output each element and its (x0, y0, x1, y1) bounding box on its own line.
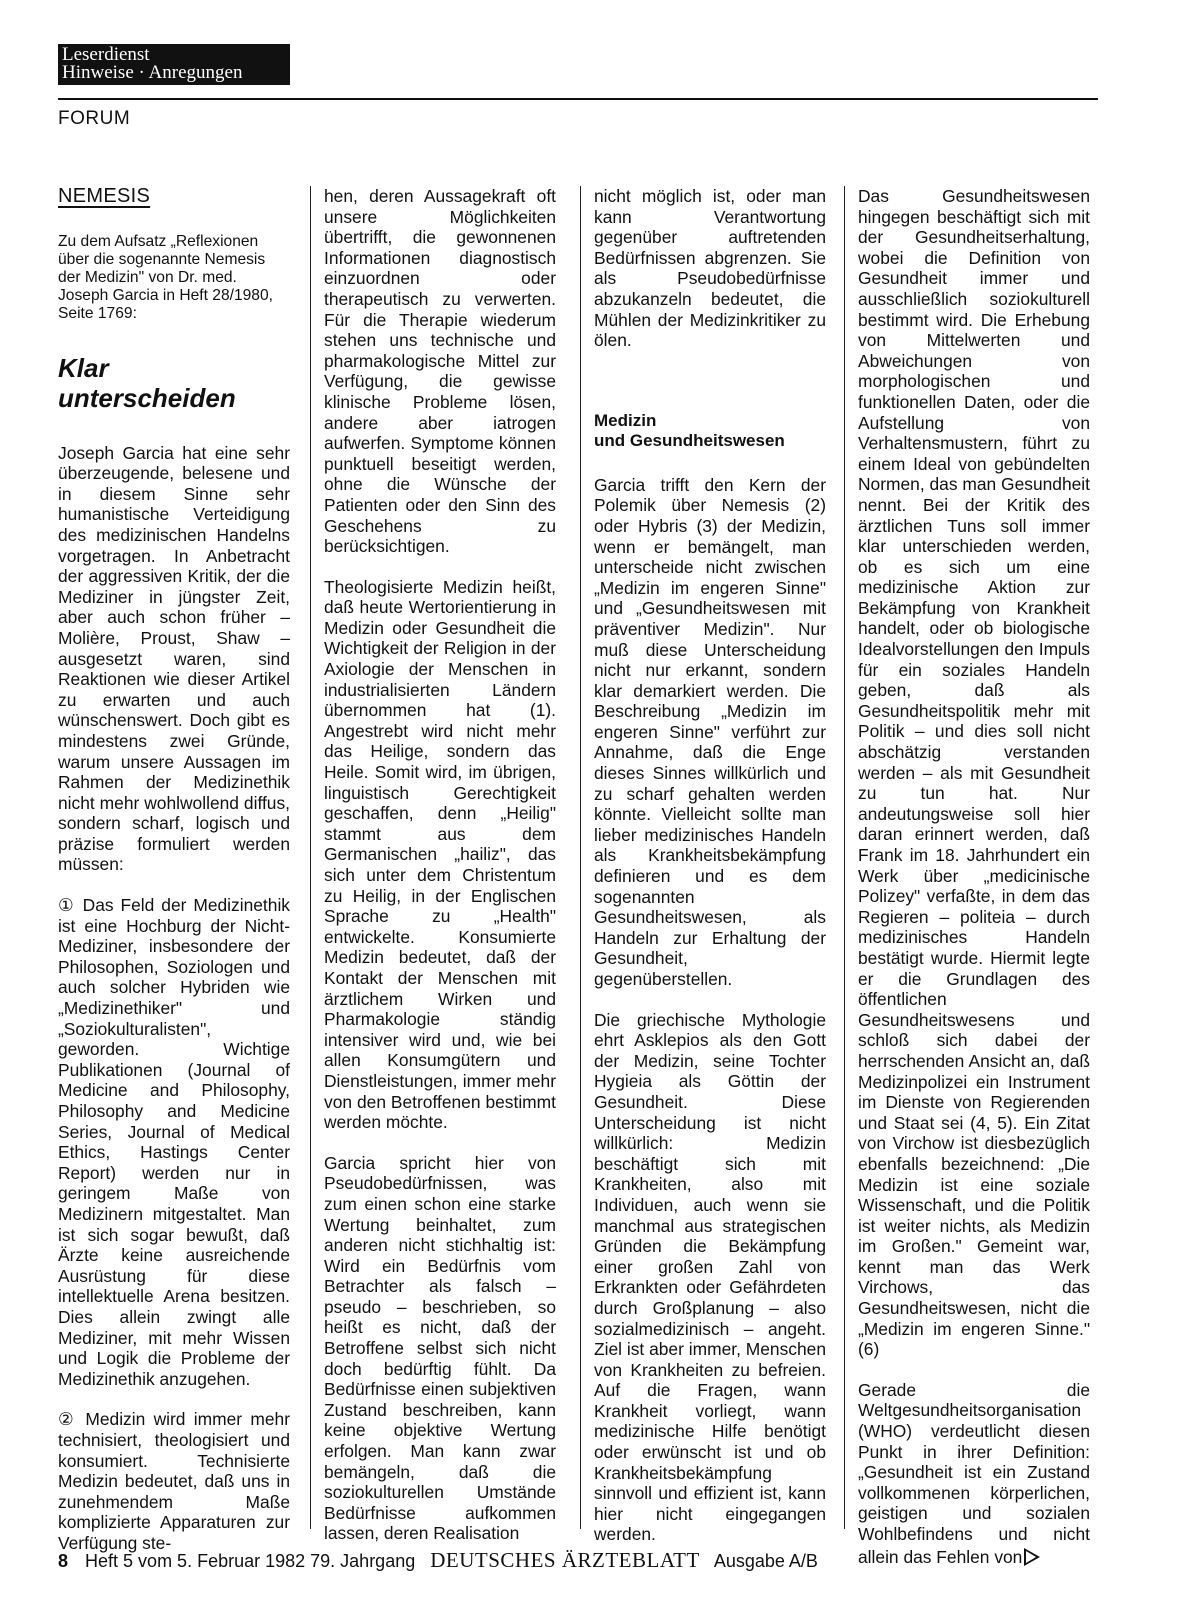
column-1 (58, 186, 290, 1573)
paragraph-text: Gerade die Weltgesundheitsorganisation (WHO) verdeutlicht diesen Punkt in ihrer Definition: „Gesundheit ist ein Zustand vollkommenen körperlichen, geistigen und sozialen Wohlbefindens und nicht allein das Fehlen von (858, 1379, 1090, 1567)
kicker: NEMESIS (58, 185, 151, 207)
column-2 (324, 186, 556, 1564)
intro-note: Zu dem Aufsatz „Reflexionen über die sogenannte Nemesis der Medizin" von Dr. med. Joseph Garcia in Heft 28/1980, Seite 1769: (58, 232, 273, 322)
spacer (594, 371, 826, 411)
subheading-line1: Medizin (594, 410, 657, 430)
paragraph: nicht möglich ist, oder man kann Verantwortung gegenüber auftretenden Bedürfnissen abgrenzen. Sie als Pseudobedürfnisse abzukanzeln bedeutet, die Mühlen der Medizinkritiker zu ölen. (594, 186, 826, 351)
subheading (594, 411, 826, 451)
column-3 (594, 186, 826, 1565)
paragraph: Joseph Garcia hat eine sehr überzeugende, belesene und in diesem Sinne sehr humanistische Verteidigung des medizinischen Handelns vorgetragen. In Anbetracht der aggressiven Kritik, der die Mediziner in jüngster Zeit, aber auch schon früher – Molière, Proust, Shaw – ausgesetzt waren, sind Reaktionen wie dieser Artikel zu erwarten und auch wünschenswert. Doch gibt es mindestens zwei Gründe, warum unsere Aussagen im Rahmen der Medizinethik nicht mehr wohlwollend diffus, sondern scharf, logisch und präzise formuliert werden müssen: (58, 442, 290, 875)
article-headline: Klar unterscheiden (58, 352, 236, 413)
column-4 (858, 186, 1090, 1587)
paragraph: Die griechische Mythologie ehrt Asklepios als den Gott der Medizin, seine Tochter Hygieia als Göttin der Gesundheit. Diese Unterscheidung ist nicht willkürlich: Medizin beschäftigt sich mit Krankheiten, also mit Individuen, auch wenn sie manchmal aus strategischen Gründen die Bekämpfung einer großen Zahl von Erkrankten oder Gefährdeten durch Großplanung – also sozialmedizinisch – angeht. Ziel ist aber immer, Menschen von Krankheiten zu befreien. Auf die Fragen, wann Krankheit vorliegt, wann medizinische Hilfe benötigt oder erwünscht ist und ob Krankheitsbekämpfung sinnvoll und effizient ist, kann hier nicht eingegangen werden. (594, 1009, 826, 1545)
header-rule (58, 98, 1098, 100)
column-rule (844, 186, 845, 1529)
column-rule (580, 186, 581, 1529)
masthead-line1: Leserdienst (62, 44, 150, 65)
section-label: FORUM (58, 108, 131, 129)
masthead-line2: Hinweise · Anregungen (62, 62, 243, 83)
paragraph: Garcia trifft den Kern der Polemik über Nemesis (2) oder Hybris (3) der Medizin, wenn er bemängelt, man unterscheide nicht zwischen „Medizin im engeren Sinne" und „Gesundheitswesen mit präventiver Medizin". Nur muß diese Unterscheidung nicht nur erkannt, sondern klar demarkiert werden. Die Beschreibung „Medizin im engeren Sinne" verführt zur Annahme, daß die Enge dieses Sinnes willkürlich und zu scharf gehalten werden könnte. Vielleicht sollte man lieber medizinisches Handeln als Krankheitsbekämpfung definieren und es dem sogenannten Gesundheitswesen, als Handeln zur Erhaltung der Gesundheit, gegenüberstellen. (594, 474, 826, 989)
paragraph: Garcia spricht hier von Pseudobedürfnissen, was zum einen schon eine starke Wertung beinhaltet, zum anderen nicht stichhaltig ist: Wird ein Bedürfnis vom Betrachter als falsch – pseudo – beschrieben, so heißt es nicht, daß der Betroffene selbst sich nicht doch bedürftig fühlt. Da Bedürfnisse einen subjektiven Zustand beschreiben, kann keine objektive Wertung erfolgen. Man kann zwar bemängeln, daß die soziokulturellen Umstände Bedürfnisse aufkommen lassen, deren Realisation (324, 1152, 556, 1544)
edition: Ausgabe A/B (713, 1551, 818, 1571)
masthead (58, 44, 290, 85)
paragraph: Theologisierte Medizin heißt, daß heute Wertorientierung in Medizin oder Gesundheit die Wichtigkeit der Religion in der Axiologie der Menschen in industrialisierten Ländern übernommen hat (1). Angestrebt wird nicht mehr das Heilige, sondern das Heile. Somit wird, im übrigen, linguistisch Gerechtigkeit geschaffen, denn „Heilig" stammt aus dem Germanischen „hailiz", das sich unter dem Christentum zu Heilig, in der Englischen Sprache zu „Health" entwickelte. Konsumierte Medizin bedeutet, daß der Kontakt der Menschen mit ärztlichem Wirken und Pharmakologie ständig intensiver wird und, wie bei allen Konsumgütern und Dienstleistungen, immer mehr von den Betroffenen bestimmt werden möchte. (324, 576, 556, 1133)
paragraph: Das Gesundheitswesen hingegen beschäftigt sich mit der Gesundheitserhaltung, wobei die Definition von Gesundheit immer und ausschließlich soziokulturell bestimmt wird. Die Erhebung von Mittelwerten und Abweichungen von morphologischen und funktionellen Daten, oder die Aufstellung von Verhaltensmustern, führt zu einem Ideal von gebündelten Normen, das man Gesundheit nennt. Bei der Kritik des ärztlichen Tuns soll immer klar unterschieden werden, ob es sich um eine medizinische Aktion zur Bekämpfung von Krankheit handelt, oder ob biologische Idealvorstellungen den Impuls für ein soziales Handeln geben, daß als Gesundheitspolitik mehr mit Politik – und dies soll nicht abschätzig verstanden werden – als mit Gesundheit zu tun hat. Nur andeutungsweise soll hier daran erinnert werden, daß Frank im 18. Jahrhundert ein Werk über „medicinische Polizey" verfaßte, in dem das Regieren – politeia – durch medizinisches Handeln bestätigt wurde. Hiermit legte er die Grundlagen des öffentlichen Gesundheitswesens und schloß sich dabei der herrschenden Ansicht an, daß Medizinpolizei ein Instrument im Dienste von Regierenden und Staat sei (4, 5). Ein Zitat von Virchow ist diesbezüglich ebenfalls bezeichnend: „Die Medizin ist eine soziale Wissenschaft, und die Politik ist weiter nichts, als Medizin im Großen." Gemeint war, kennt man das Werk Virchows, das Gesundheitswesen, nicht die „Medizin im engeren Sinne." (6) (858, 186, 1090, 1360)
paragraph: ② Medizin wird immer mehr technisiert, theologisiert und konsumiert. Technisierte Medizin bedeutet, daß uns in zunehmendem Maße komplizierte Apparaturen zur Verfügung ste- (58, 1409, 290, 1553)
paragraph: ① Das Feld der Medizinethik ist eine Hochburg der Nicht-Mediziner, insbesondere der Philosophen, Soziologen und auch solcher Hybriden wie „Medizinethiker" und „Soziokulturalisten", geworden. Wichtige Publikationen (Journal of Medicine and Philosophy, Philosophy and Medicine Series, Journal of Medical Ethics, Hastings Center Report) werden nur in geringem Maße von Medizinern mitgestaltet. Man ist sich sogar bewußt, daß Ärzte keine ausreichende Ausrüstung für diese intellektuelle Arena besitzen. Dies allein zwingt alle Mediziner, mit mehr Wissen und Logik die Probleme der Medizinethik anzugehen. (58, 895, 290, 1389)
paragraph: hen, deren Aussagekraft oft unsere Möglichkeiten übertrifft, die gewonnenen Informationen diagnostisch einzuordnen oder therapeutisch zu verwerten. Für die Therapie wiederum stehen uns technische und pharmakologische Mittel zur Verfügung, die gewisse klinische Probleme lösen, andere aber iatrogen aufwerfen. Symptome können punktuell beseitigt werden, ohne die Wünsche der Patienten oder den Sinn des Geschehens zu berücksichtigen. (324, 186, 556, 557)
issue-info: Heft 5 vom 5. Februar 1982 79. Jahrgang (85, 1551, 416, 1571)
subheading-line2: und Gesundheitswesen (594, 430, 785, 450)
journal-name: DEUTSCHES ÄRZTEBLATT (430, 1548, 700, 1572)
paragraph (858, 1380, 1090, 1567)
page-footer (58, 1548, 818, 1573)
continued-arrow-icon (1024, 1548, 1040, 1566)
column-rule (310, 186, 311, 1529)
page-number: 8 (58, 1551, 69, 1571)
